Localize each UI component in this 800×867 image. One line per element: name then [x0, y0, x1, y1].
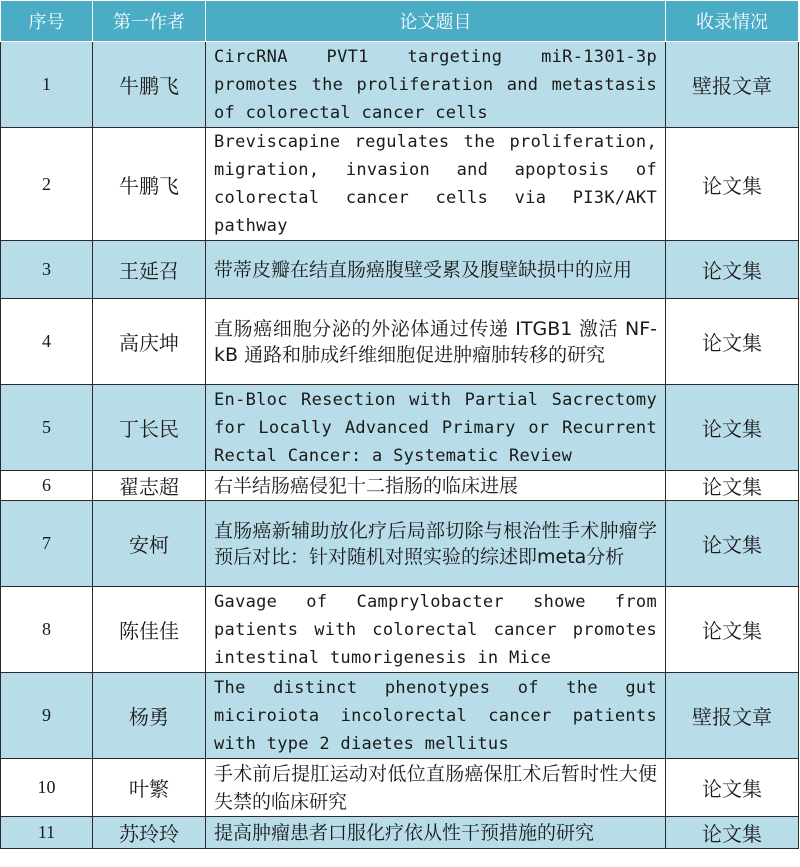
cell-author: 王延召: [93, 241, 206, 299]
table-row: [1, 501, 799, 587]
cell-seq: 4: [1, 299, 93, 385]
cell-author: 高庆坤: [93, 299, 206, 385]
cell-status: 论文集: [666, 385, 799, 471]
cell-title: The distinct phenotypes of the gut miciroiota incolorectal cancer patients with type 2 diaetes mellitus: [206, 673, 666, 759]
table-row: [1, 587, 799, 673]
cell-status: 论文集: [666, 501, 799, 587]
cell-author: 安柯: [93, 501, 206, 587]
cell-status: 壁报文章: [666, 42, 799, 128]
cell-status: 论文集: [666, 587, 799, 673]
table-row: [1, 471, 799, 501]
cell-seq: 9: [1, 673, 93, 759]
header-seq: 序号: [1, 1, 93, 42]
cell-title: CircRNA PVT1 targeting miR-1301-3p promotes the proliferation and metastasis of colorectal cancer cells: [206, 42, 666, 128]
cell-title: 直肠癌新辅助放化疗后局部切除与根治性手术肿瘤学预后对比：针对随机对照实验的综述即meta分析: [206, 501, 666, 587]
cell-title: 手术前后提肛运动对低位直肠癌保肛术后暂时性大便失禁的临床研究: [206, 759, 666, 817]
cell-author: 陈佳佳: [93, 587, 206, 673]
cell-author: 叶繁: [93, 759, 206, 817]
cell-status: 论文集: [666, 759, 799, 817]
cell-seq: 11: [1, 817, 93, 849]
table-row: [1, 241, 799, 299]
cell-status: 壁报文章: [666, 673, 799, 759]
cell-author: 牛鹏飞: [93, 128, 206, 241]
cell-title: Gavage of Camprylobacter showe from patients with colorectal cancer promotes intestinal tumorigenesis in Mice: [206, 587, 666, 673]
header-row: [1, 1, 799, 42]
cell-author: 翟志超: [93, 471, 206, 501]
cell-title: Breviscapine regulates the proliferation, migration, invasion and apoptosis of colorectal cancer cells via PI3K/AKT pathway: [206, 128, 666, 241]
cell-seq: 8: [1, 587, 93, 673]
table-row: [1, 385, 799, 471]
cell-seq: 3: [1, 241, 93, 299]
table-row: [1, 42, 799, 128]
cell-seq: 10: [1, 759, 93, 817]
table-row: [1, 817, 799, 849]
cell-seq: 1: [1, 42, 93, 128]
cell-author: 丁长民: [93, 385, 206, 471]
cell-author: 杨勇: [93, 673, 206, 759]
cell-author: 牛鹏飞: [93, 42, 206, 128]
header-author: 第一作者: [93, 1, 206, 42]
cell-title: 右半结肠癌侵犯十二指肠的临床进展: [206, 471, 666, 501]
cell-seq: 5: [1, 385, 93, 471]
cell-title: 直肠癌细胞分泌的外泌体通过传递 ITGB1 激活 NF-kB 通路和肺成纤维细胞促进肿瘤肺转移的研究: [206, 299, 666, 385]
cell-seq: 6: [1, 471, 93, 501]
cell-seq: 7: [1, 501, 93, 587]
cell-seq: 2: [1, 128, 93, 241]
cell-status: 论文集: [666, 817, 799, 849]
cell-title: En-Bloc Resection with Partial Sacrectomy for Locally Advanced Primary or Recurrent Rectal Cancer: a Systematic Review: [206, 385, 666, 471]
table-row: [1, 128, 799, 241]
table-row: [1, 673, 799, 759]
header-status: 收录情况: [666, 1, 799, 42]
cell-status: 论文集: [666, 471, 799, 501]
cell-author: 苏玲玲: [93, 817, 206, 849]
cell-title: 带蒂皮瓣在结直肠癌腹壁受累及腹壁缺损中的应用: [206, 241, 666, 299]
table-row: [1, 759, 799, 817]
table-row: [1, 299, 799, 385]
cell-status: 论文集: [666, 128, 799, 241]
cell-title: 提高肿瘤患者口服化疗依从性干预措施的研究: [206, 817, 666, 849]
header-title: 论文题目: [206, 1, 666, 42]
cell-status: 论文集: [666, 241, 799, 299]
cell-status: 论文集: [666, 299, 799, 385]
